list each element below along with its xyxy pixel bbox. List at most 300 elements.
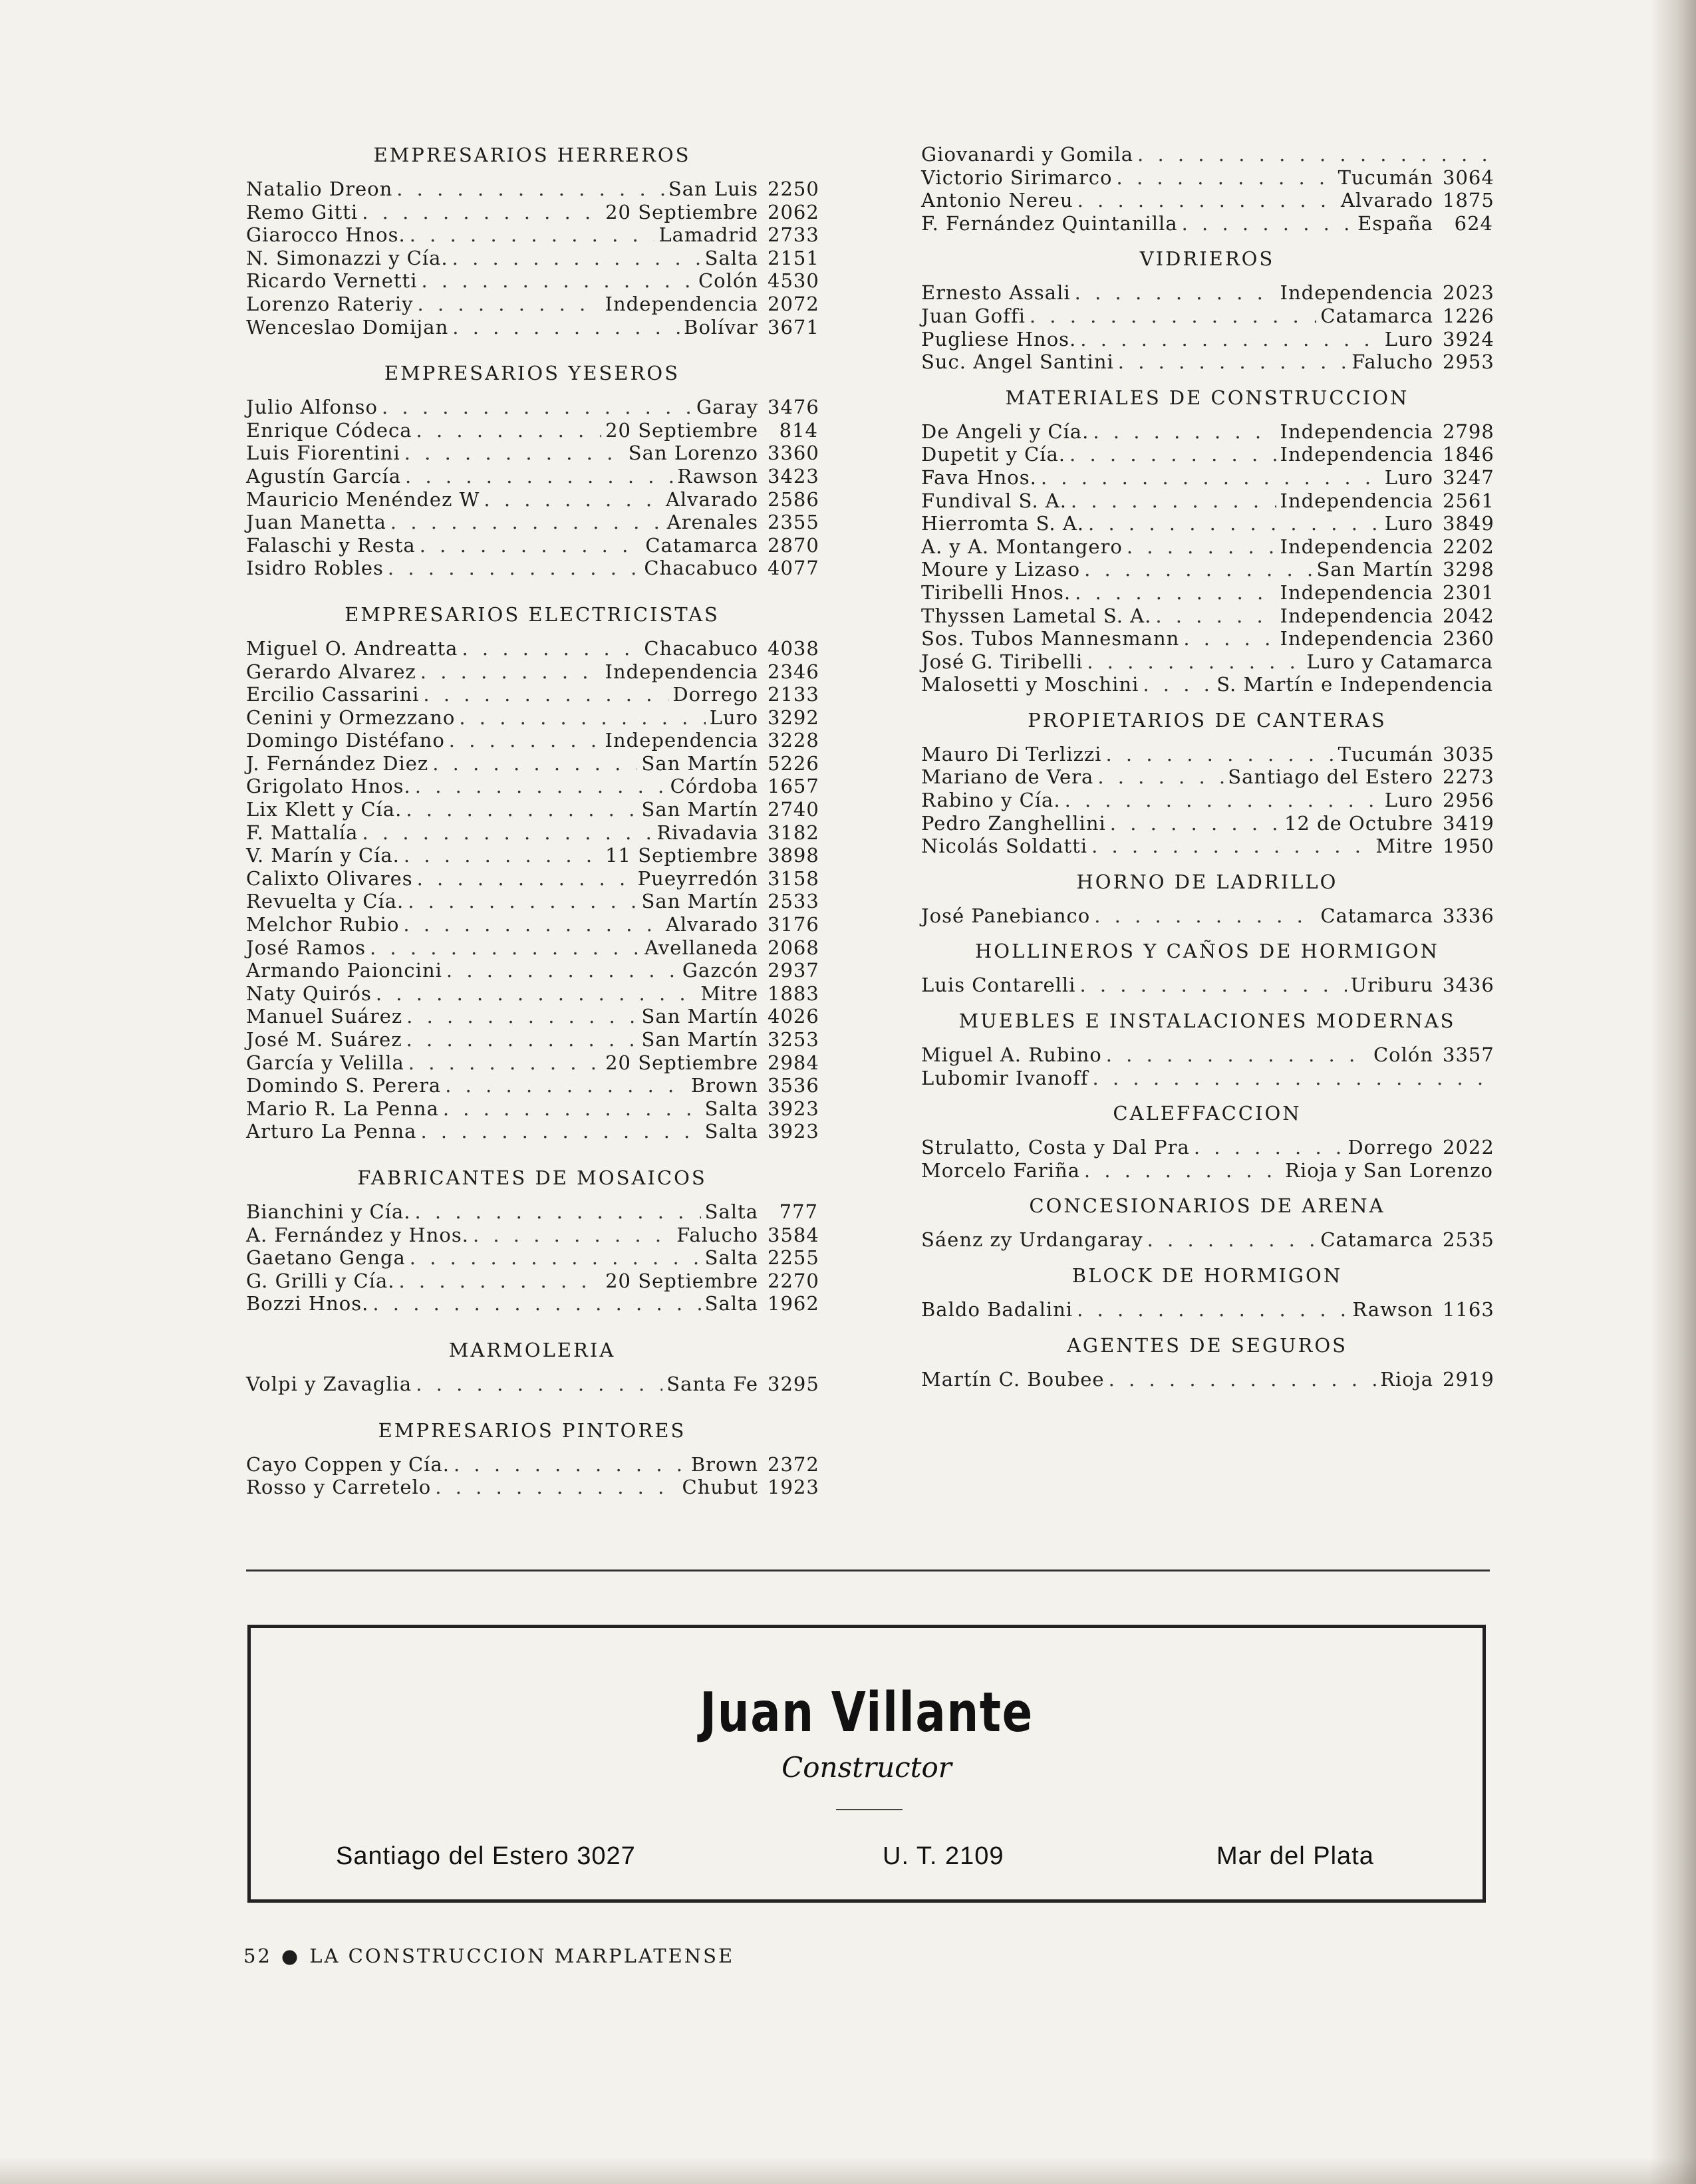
- entry-street: Alvarado: [665, 913, 758, 936]
- directory-entry: [921, 812, 1493, 835]
- entry-street: Rioja: [1380, 1367, 1433, 1391]
- entry-name: Miguel A. Rubino: [921, 1043, 1102, 1067]
- entry-name: Julio Alfonso: [246, 396, 378, 419]
- entry-list: [246, 1200, 818, 1315]
- dot-leader: [410, 1246, 701, 1270]
- dot-leader: [382, 396, 692, 419]
- entry-number: 2956: [1443, 789, 1494, 812]
- entry-street: Santiago del Estero: [1228, 765, 1433, 789]
- dot-leader: [403, 913, 662, 936]
- left-column: [246, 143, 818, 1499]
- dot-leader: [410, 223, 655, 247]
- entry-number: 3158: [768, 867, 819, 890]
- entry-street: Luro: [1384, 466, 1433, 489]
- entry-street: Independencia: [1280, 627, 1433, 650]
- dot-leader: [1106, 1043, 1369, 1067]
- directory-entry: [246, 247, 818, 270]
- entry-number: 2346: [768, 660, 819, 683]
- entry-street: Dorrego: [672, 683, 758, 706]
- directory-entry: [921, 1298, 1493, 1321]
- directory-section: [921, 708, 1493, 858]
- entry-street: San Martín: [641, 751, 758, 775]
- entry-number: 3671: [768, 315, 819, 339]
- directory-entry: [246, 293, 818, 316]
- entry-street: San Luis: [668, 178, 758, 200]
- directory-entry: [246, 511, 818, 534]
- directory-entry: [246, 1028, 818, 1051]
- entry-street: Luro: [1384, 512, 1433, 535]
- entry-name: Remo Gitti: [246, 200, 358, 223]
- dot-leader: [1110, 812, 1280, 835]
- entry-name: Pugliese Hnos.: [921, 327, 1077, 350]
- directory-section: [246, 1166, 818, 1315]
- dot-leader: [1127, 535, 1276, 559]
- entry-number: 2301: [1443, 581, 1494, 604]
- directory-entry: [246, 1005, 818, 1028]
- entry-number: 2870: [768, 533, 819, 557]
- entry-street: Catamarca: [1320, 904, 1433, 927]
- entry-list: [921, 974, 1493, 997]
- dot-leader: [390, 511, 663, 534]
- dot-leader: [420, 1120, 700, 1143]
- directory-entry: [246, 1453, 818, 1476]
- dot-leader: [1155, 605, 1276, 628]
- entry-list: [921, 743, 1493, 858]
- section-title: AGENTES DE SEGUROS: [1066, 1333, 1347, 1357]
- directory-entry: [246, 1292, 818, 1315]
- directory-entry: [921, 305, 1493, 328]
- directory-entry: [921, 420, 1493, 444]
- dot-leader: [362, 821, 652, 845]
- advertiser-name: Juan Villante: [700, 1681, 1034, 1744]
- directory-section: [921, 143, 1493, 235]
- entry-list: [921, 281, 1493, 373]
- directory-section: [246, 1419, 818, 1499]
- dot-leader: [1041, 466, 1381, 489]
- section-title: EMPRESARIOS PINTORES: [378, 1419, 686, 1442]
- entry-street: 20 Septiembre: [605, 200, 758, 223]
- entry-name: Lorenzo Rateriy: [246, 292, 414, 315]
- entry-name: Rabino y Cía.: [921, 789, 1061, 812]
- entry-name: Giarocco Hnos.: [246, 223, 406, 247]
- entry-name: Naty Quirós: [246, 982, 372, 1005]
- dot-leader: [1094, 904, 1316, 928]
- section-title: CONCESIONARIOS DE ARENA: [1029, 1194, 1385, 1218]
- entry-street: Chubut: [682, 1476, 758, 1499]
- entry-name: A. y A. Montangero: [921, 535, 1123, 558]
- entry-name: Fava Hnos.: [921, 466, 1037, 489]
- entry-number: 3419: [1443, 811, 1494, 835]
- entry-street: Independencia: [605, 729, 758, 752]
- directory-entry: [921, 1043, 1493, 1067]
- entry-number: 2270: [768, 1269, 819, 1292]
- entry-name: José Ramos: [246, 936, 366, 959]
- dot-leader: [1069, 443, 1276, 466]
- section-title: BLOCK DE HORMIGON: [1071, 1264, 1343, 1287]
- directory-entry: [921, 512, 1493, 535]
- directory-entry: [246, 1051, 818, 1075]
- entry-number: 2740: [768, 798, 819, 821]
- dot-leader: [1071, 489, 1276, 513]
- directory-entry: [246, 683, 818, 706]
- entry-name: Thyssen Lametal S. A.: [921, 604, 1152, 627]
- section-title: EMPRESARIOS HERREROS: [373, 144, 691, 166]
- entry-number: 3035: [1443, 742, 1494, 765]
- dot-leader: [415, 775, 666, 798]
- entry-number: 2953: [1443, 350, 1494, 374]
- ad-divider: [836, 1809, 903, 1810]
- entry-number: 1923: [768, 1476, 819, 1499]
- entry-street: España: [1357, 211, 1433, 235]
- dot-leader: [420, 534, 642, 557]
- dot-leader: [459, 706, 705, 730]
- directory-entry: [921, 1228, 1493, 1252]
- entry-number: 3336: [1443, 904, 1494, 927]
- entry-number: 2984: [768, 1051, 819, 1074]
- dot-leader: [1118, 350, 1347, 374]
- dot-leader: [1091, 835, 1371, 858]
- entry-name: Ricardo Vernetti: [246, 269, 418, 293]
- entry-number: 5226: [768, 751, 819, 775]
- entry-number: 2733: [768, 223, 819, 247]
- entry-street: Dorrego: [1347, 1136, 1433, 1159]
- directory-entry: [921, 1136, 1493, 1159]
- directory-entry: [246, 706, 818, 730]
- entry-name: Cayo Coppen y Cía.: [246, 1452, 450, 1476]
- entry-list: [246, 1453, 818, 1499]
- dot-leader: [1137, 143, 1489, 166]
- entry-street: 20 Septiembre: [605, 1051, 758, 1074]
- advertiser-phone: U. T. 2109: [883, 1842, 1004, 1870]
- section-title: VIDRIEROS: [1139, 247, 1275, 271]
- entry-number: 2151: [768, 246, 819, 269]
- right-column: [921, 143, 1493, 1391]
- directory-section: [246, 143, 818, 339]
- entry-number: 2133: [768, 683, 819, 706]
- dot-leader: [446, 959, 678, 982]
- dot-leader: [421, 269, 694, 293]
- directory-entry: [246, 223, 818, 247]
- separator-rule: [246, 1570, 1490, 1571]
- directory-entry: [921, 189, 1493, 212]
- entry-street: Luro y Catamarca: [1306, 650, 1493, 673]
- entry-list: [246, 178, 818, 339]
- directory-entry: [921, 466, 1493, 489]
- entry-street: Independencia: [1280, 443, 1433, 466]
- section-title: HORNO DE LADRILLO: [1076, 870, 1338, 893]
- entry-number: 3476: [768, 396, 819, 419]
- entry-name: Mauricio Menéndez W: [246, 487, 480, 511]
- entry-street: Brown: [690, 1074, 758, 1097]
- dot-leader: [1093, 420, 1276, 444]
- entry-number: 2068: [768, 936, 819, 959]
- directory-entry: [921, 1159, 1493, 1182]
- entry-name: Volpi y Zavaglia: [246, 1372, 412, 1395]
- directory-section: [921, 247, 1493, 373]
- entry-list: [921, 1136, 1493, 1182]
- entry-street: Pueyrredón: [637, 867, 758, 890]
- dot-leader: [370, 936, 640, 960]
- dot-leader: [452, 316, 680, 339]
- entry-number: 2255: [768, 1246, 819, 1270]
- entry-street: Falucho: [676, 1223, 758, 1246]
- entry-street: Falucho: [1351, 350, 1433, 374]
- dot-leader: [1109, 1368, 1377, 1391]
- entry-name: Bianchini y Cía.: [246, 1200, 411, 1223]
- entry-name: Natalio Dreon: [246, 178, 393, 200]
- directory-section: [921, 1009, 1493, 1089]
- dot-leader: [1093, 1067, 1489, 1090]
- dot-leader: [416, 419, 602, 442]
- directory-entry: [921, 605, 1493, 628]
- entry-number: 1226: [1443, 304, 1494, 327]
- dot-leader: [1084, 1159, 1281, 1182]
- directory-section: [246, 1338, 818, 1396]
- entry-number: 2072: [768, 292, 819, 315]
- directory-entry: [246, 1270, 818, 1293]
- dot-leader: [473, 1224, 672, 1247]
- dot-leader: [484, 488, 662, 511]
- dot-leader: [396, 178, 664, 201]
- entry-street: Chacabuco: [644, 636, 758, 660]
- entry-number: 3924: [1443, 327, 1494, 350]
- entry-name: Juan Manetta: [246, 511, 386, 534]
- entry-name: Rosso y Carretelo: [246, 1476, 432, 1499]
- directory-entry: [246, 959, 818, 982]
- entry-name: Tiribelli Hnos.: [921, 581, 1071, 604]
- entry-name: Giovanardi y Gomila: [921, 143, 1134, 166]
- dot-leader: [452, 247, 701, 270]
- entry-number: 1950: [1443, 835, 1494, 858]
- entry-number: 1657: [768, 775, 819, 798]
- entry-number: 2042: [1443, 604, 1494, 627]
- dot-leader: [1143, 673, 1212, 696]
- entry-street: Tucumán: [1338, 166, 1433, 189]
- entry-name: F. Mattalía: [246, 821, 358, 844]
- directory-entry: [246, 982, 818, 1006]
- entry-number: 3849: [1443, 512, 1494, 535]
- entry-street: San Martín: [641, 890, 758, 913]
- entry-street: Independencia: [605, 660, 758, 683]
- entry-street: San Martín: [1316, 558, 1433, 581]
- directory-entry: [246, 936, 818, 960]
- entry-street: Independencia: [605, 292, 758, 315]
- entry-number: 4077: [768, 557, 819, 580]
- entry-street: Arenales: [666, 511, 758, 534]
- directory-entry: [921, 1067, 1493, 1090]
- advertisement-box: [247, 1625, 1486, 1903]
- entry-name: De Angeli y Cía.: [921, 420, 1089, 443]
- section-title: MARMOLERIA: [448, 1338, 616, 1361]
- directory-entry: [246, 1224, 818, 1247]
- directory-entry: [921, 974, 1493, 997]
- directory-entry: [246, 913, 818, 936]
- entry-street: Catamarca: [1320, 1228, 1433, 1252]
- dot-leader: [1088, 512, 1381, 535]
- entry-number: 2023: [1443, 281, 1494, 305]
- entry-name: Gerardo Alvarez: [246, 660, 416, 683]
- directory-entry: [921, 650, 1493, 674]
- directory-entry: [246, 419, 818, 442]
- entry-street: Independencia: [1280, 281, 1433, 305]
- entry-number: 4038: [768, 636, 819, 660]
- entry-street: Bolívar: [684, 315, 758, 339]
- entry-number: 2372: [768, 1452, 819, 1476]
- dot-leader: [1147, 1228, 1317, 1252]
- dot-leader: [1087, 650, 1302, 674]
- directory-entry: [246, 557, 818, 580]
- entry-number: 3436: [1443, 974, 1494, 997]
- entry-number: 2062: [768, 200, 819, 223]
- entry-number: 3298: [1443, 558, 1494, 581]
- dot-leader: [418, 293, 601, 316]
- advertiser-role: Constructor: [781, 1751, 952, 1784]
- entry-name: José Panebianco: [921, 904, 1091, 927]
- entry-name: Agustín García: [246, 464, 402, 487]
- section-title: PROPIETARIOS DE CANTERAS: [1028, 708, 1387, 732]
- entry-name: J. Fernández Diez: [246, 751, 429, 775]
- entry-number: 3357: [1443, 1043, 1494, 1067]
- entry-number: 3360: [768, 442, 819, 465]
- entry-name: Isidro Robles: [246, 557, 384, 580]
- advertiser-city: Mar del Plata: [1216, 1842, 1374, 1870]
- entry-name: Melchor Rubio: [246, 913, 400, 936]
- entry-name: Hierromta S. A.: [921, 512, 1085, 535]
- entry-name: Mario R. La Penna: [246, 1097, 439, 1120]
- entry-number: 2533: [768, 890, 819, 913]
- dot-leader: [408, 1051, 601, 1075]
- dot-leader: [1065, 789, 1381, 812]
- entry-name: Morcelo Fariña: [921, 1159, 1080, 1182]
- entry-number: 2919: [1443, 1367, 1494, 1391]
- dot-leader: [1077, 1298, 1348, 1321]
- entry-number: 2273: [1443, 765, 1494, 789]
- dot-leader: [406, 1028, 638, 1051]
- entry-name: V. Marín y Cía.: [246, 844, 400, 867]
- directory-entry: [246, 798, 818, 821]
- dot-leader: [1079, 974, 1346, 997]
- entry-number: 2937: [768, 959, 819, 982]
- dot-leader: [435, 1476, 678, 1499]
- entry-list: [921, 143, 1493, 235]
- entry-name: Ercilio Cassarini: [246, 683, 420, 706]
- entry-name: Lubomir Ivanoff: [921, 1066, 1089, 1089]
- directory-entry: [246, 1200, 818, 1224]
- section-title: EMPRESARIOS ELECTRICISTAS: [345, 603, 720, 626]
- directory-entry: [246, 396, 818, 419]
- dot-leader: [406, 1005, 637, 1028]
- entry-number: 4530: [768, 269, 819, 293]
- directory-entry: [246, 1074, 818, 1097]
- entry-street: Rioja y San Lorenzo: [1285, 1159, 1493, 1182]
- entry-name: Miguel O. Andreatta: [246, 636, 458, 660]
- directory-entry: [246, 821, 818, 845]
- directory-section: [246, 361, 818, 580]
- entry-list: [921, 1368, 1493, 1391]
- directory-entry: [246, 201, 818, 224]
- entry-number: 624: [1454, 211, 1493, 235]
- directory-entry: [921, 143, 1493, 166]
- directory-entry: [246, 752, 818, 775]
- section-title: CALEFFACCION: [1113, 1102, 1302, 1125]
- entry-street: Rawson: [677, 464, 758, 487]
- entry-name: Luis Contarelli: [921, 974, 1076, 997]
- directory-entry: [246, 890, 818, 913]
- entry-number: 1962: [768, 1292, 819, 1315]
- entry-number: 777: [779, 1200, 818, 1223]
- entry-name: Mariano de Vera: [921, 765, 1094, 789]
- directory-entry: [246, 465, 818, 488]
- section-title: FABRICANTES DE MOSAICOS: [357, 1166, 707, 1189]
- directory-section: [246, 603, 818, 1143]
- entry-name: Gaetano Genga: [246, 1246, 406, 1270]
- entry-street: Córdoba: [670, 775, 758, 798]
- entry-number: 2561: [1443, 489, 1494, 512]
- directory-section: [921, 1194, 1493, 1252]
- entry-number: 3898: [768, 844, 819, 867]
- entry-number: 2202: [1443, 535, 1494, 558]
- entry-street: Alvarado: [665, 487, 758, 511]
- entry-street: San Martín: [641, 798, 758, 821]
- directory-entry: [921, 1368, 1493, 1391]
- entry-name: Domindo S. Perera: [246, 1074, 442, 1097]
- dot-leader: [1105, 743, 1334, 766]
- dot-leader: [372, 1292, 700, 1315]
- directory-entry: [921, 350, 1493, 374]
- entry-street: Santa Fe: [666, 1372, 758, 1395]
- entry-name: Lix Klett y Cía.: [246, 798, 402, 821]
- entry-street: 11 Septiembre: [605, 844, 758, 867]
- dot-leader: [404, 844, 601, 867]
- dot-leader: [1077, 189, 1337, 212]
- directory-entry: [246, 316, 818, 339]
- entry-name: Ernesto Assali: [921, 281, 1071, 305]
- entry-list: [921, 1298, 1493, 1321]
- entry-number: 3923: [768, 1097, 819, 1120]
- entry-street: 12 de Octubre: [1284, 811, 1433, 835]
- entry-number: 1875: [1443, 189, 1494, 212]
- entry-name: Suc. Angel Santini: [921, 350, 1114, 374]
- directory-section: [921, 1333, 1493, 1391]
- page-edge-shadow: [0, 2157, 1696, 2184]
- entry-name: Moure y Lizaso: [921, 558, 1081, 581]
- directory-entry: [921, 212, 1493, 235]
- entry-number: 1883: [768, 982, 819, 1005]
- page-number: 52: [243, 1945, 272, 1967]
- entry-name: Manuel Suárez: [246, 1005, 403, 1028]
- dot-leader: [462, 637, 640, 660]
- entry-street: Mitre: [1375, 835, 1433, 858]
- entry-street: Colón: [698, 269, 758, 293]
- directory-section: [921, 1264, 1493, 1321]
- directory-entry: [921, 789, 1493, 812]
- directory-entry: [246, 844, 818, 867]
- entry-street: Chacabuco: [644, 557, 758, 580]
- entry-street: Alvarado: [1340, 189, 1433, 212]
- dot-leader: [404, 442, 625, 465]
- entry-street: Lamadrid: [658, 223, 758, 247]
- entry-street: San Martín: [641, 1005, 758, 1028]
- dot-leader: [415, 1200, 701, 1224]
- entry-number: 3228: [768, 729, 819, 752]
- entry-number: 3064: [1443, 166, 1494, 189]
- entry-street: Catamarca: [645, 533, 758, 557]
- entry-street: San Lorenzo: [628, 442, 758, 465]
- directory-entry: [921, 835, 1493, 858]
- dot-leader: [388, 557, 640, 580]
- entry-number: 3253: [768, 1028, 819, 1051]
- entry-number: 3536: [768, 1074, 819, 1097]
